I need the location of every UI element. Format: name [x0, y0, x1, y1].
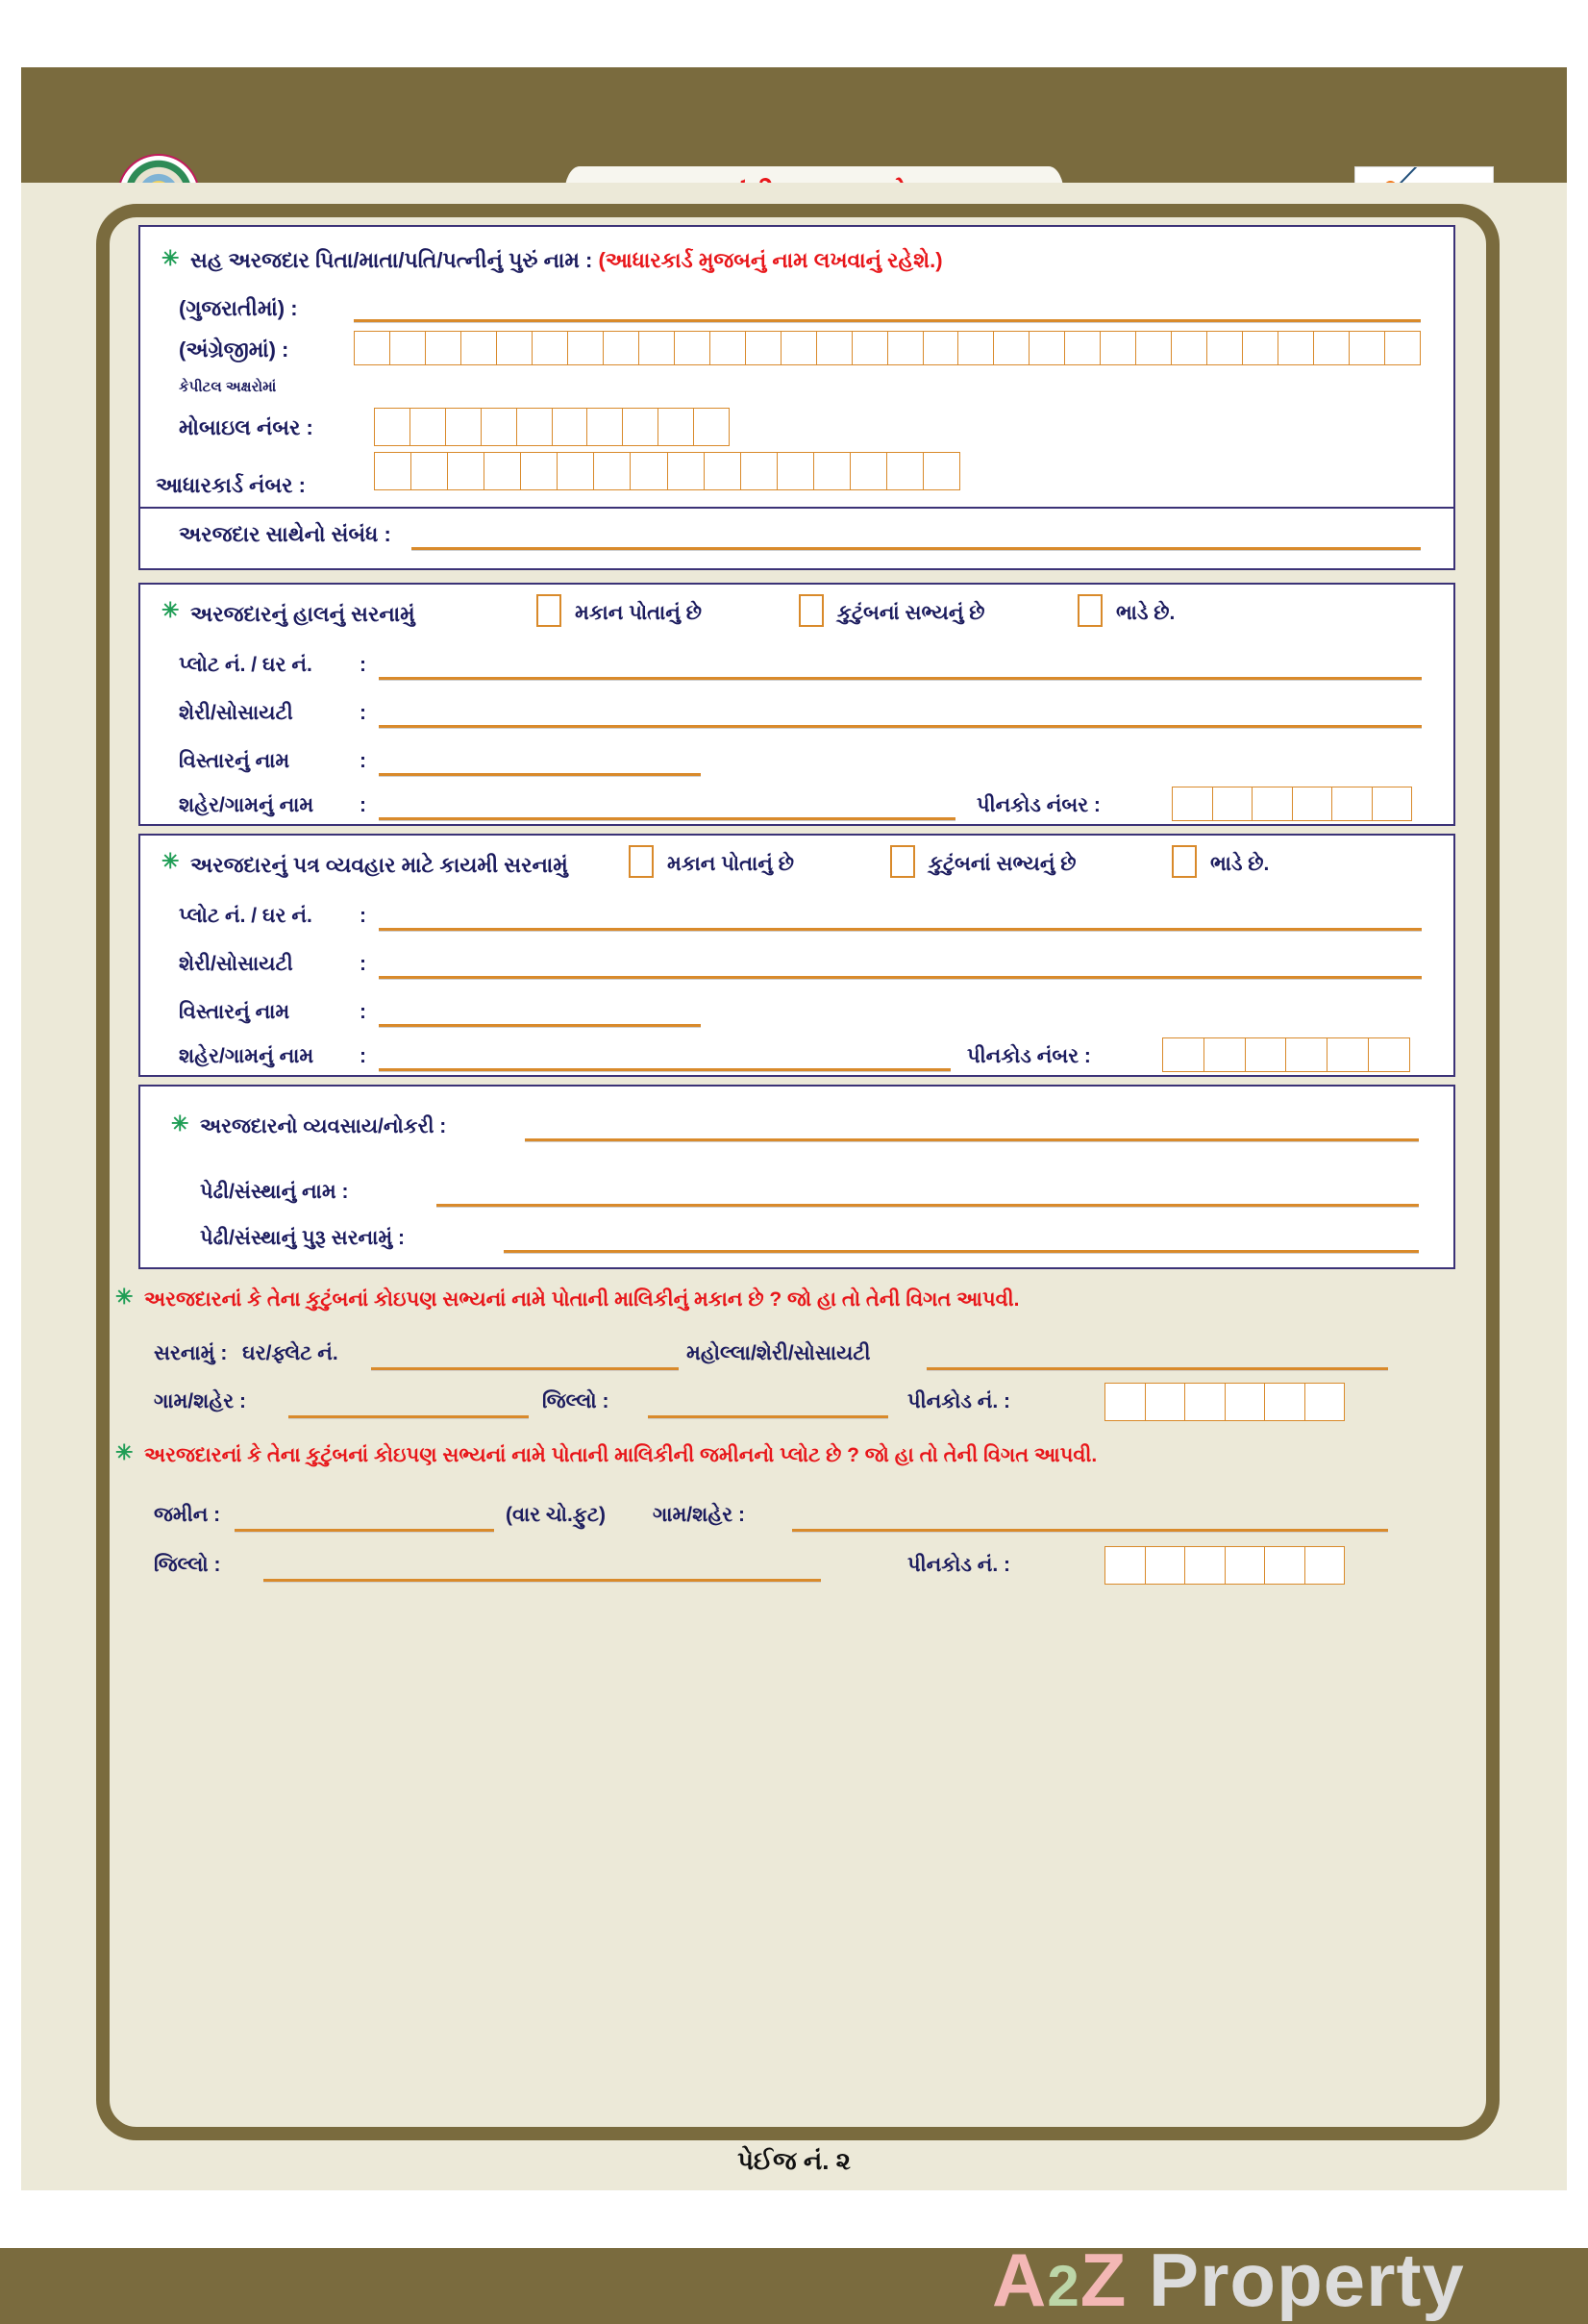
- section4-firm-name-label: પેઢી/સંસ્થાનું નામ :: [200, 1181, 349, 1203]
- watermark-brand-2: 2: [1047, 2254, 1080, 2318]
- section3-field-city-input[interactable]: [379, 1068, 951, 1072]
- section-permanent-address: [138, 834, 1455, 1077]
- input-cell[interactable]: [1163, 1038, 1204, 1071]
- section3-field-plot-input[interactable]: [379, 928, 1422, 932]
- section3-colon-4: :: [360, 1045, 366, 1067]
- input-cell[interactable]: [482, 409, 517, 445]
- section5-house-flat-label: ઘર/ફ્લેટ નં.: [242, 1342, 338, 1364]
- section6-land-label: જમીન :: [154, 1504, 221, 1526]
- input-cell[interactable]: [1204, 1038, 1246, 1071]
- section2-option-own-checkbox[interactable]: [536, 594, 561, 627]
- section2-field-city-label: શહેર/ગામનું નામ: [179, 794, 314, 816]
- input-cell[interactable]: [1265, 1384, 1305, 1420]
- input-cell[interactable]: [668, 453, 705, 489]
- input-cell[interactable]: [448, 453, 484, 489]
- section2-field-street-input[interactable]: [379, 725, 1422, 729]
- section5-village-input[interactable]: [288, 1415, 529, 1419]
- input-cell[interactable]: [1327, 1038, 1369, 1071]
- section3-field-area-input[interactable]: [379, 1024, 701, 1028]
- input-cell[interactable]: [710, 332, 746, 364]
- section2-pincode-cells[interactable]: [1172, 787, 1412, 821]
- section4-firm-address-label: પેઢી/સંસ્થાનું પુરૂ સરનામું :: [200, 1227, 405, 1249]
- section2-colon-3: :: [360, 750, 366, 772]
- section2-option-rented-checkbox[interactable]: [1078, 594, 1103, 627]
- input-cell[interactable]: [887, 453, 924, 489]
- section2-option-own-label: મકાન પોતાનું છે: [575, 602, 702, 624]
- input-cell[interactable]: [631, 453, 667, 489]
- section3-field-street-label: શેરી/સોસાયટી: [179, 953, 293, 975]
- section1-english-label: (અંગ્રેજીમાં) :: [179, 337, 289, 362]
- input-cell[interactable]: [853, 332, 888, 364]
- section5-district-label: જિલ્લો :: [542, 1390, 609, 1412]
- input-cell[interactable]: [1246, 1038, 1287, 1071]
- input-cell[interactable]: [497, 332, 533, 364]
- input-cell[interactable]: [446, 409, 482, 445]
- section1-aadhaar-label: આધારકાર્ડ નંબર :: [156, 473, 306, 497]
- input-cell[interactable]: [568, 332, 604, 364]
- input-cell[interactable]: [1350, 332, 1385, 364]
- input-cell[interactable]: [1185, 1547, 1226, 1584]
- section4-firm-address-input[interactable]: [504, 1250, 1419, 1254]
- watermark-brand-z: Z: [1079, 2237, 1128, 2322]
- page-margin-top: [0, 0, 1588, 67]
- section5-star-icon: ✳: [115, 1285, 134, 1309]
- input-cell[interactable]: [741, 453, 778, 489]
- section3-option-family-label: કુટુંબનાં સભ્યનું છે: [929, 853, 1077, 875]
- input-cell[interactable]: [746, 332, 782, 364]
- input-cell[interactable]: [1369, 1038, 1409, 1071]
- input-cell[interactable]: [782, 332, 817, 364]
- section3-option-rented-checkbox[interactable]: [1172, 845, 1197, 878]
- input-cell[interactable]: [1286, 1038, 1327, 1071]
- input-cell[interactable]: [587, 409, 623, 445]
- section6-unit-label: (વાર ચો.ફુટ): [506, 1504, 607, 1526]
- input-cell[interactable]: [411, 453, 448, 489]
- input-cell[interactable]: [410, 409, 446, 445]
- section1-heading-text: સહ અરજદાર પિતા/માતા/પતિ/પત્નીનું પુરું નામ :: [190, 248, 599, 272]
- section1-relation-label: અરજદાર સાથેનો સંબંધ :: [179, 522, 391, 546]
- section-own-house: [110, 1283, 1486, 1437]
- section4-star-icon: ✳: [171, 1112, 189, 1136]
- watermark-brand-a: A: [992, 2237, 1048, 2322]
- section3-colon-1: :: [360, 905, 366, 927]
- input-cell[interactable]: [1293, 787, 1333, 820]
- input-cell[interactable]: [1305, 1384, 1345, 1420]
- watermark-brand: [992, 2237, 1465, 2324]
- section1-gujarati-input[interactable]: [354, 319, 1421, 323]
- section6-district-label: જિલ્લો :: [154, 1554, 221, 1576]
- section4-occupation-input[interactable]: [525, 1138, 1419, 1142]
- header-band: [21, 67, 1567, 183]
- input-cell[interactable]: [1226, 1547, 1266, 1584]
- section5-pincode-cells[interactable]: [1104, 1383, 1345, 1421]
- input-cell[interactable]: [1332, 787, 1373, 820]
- section2-field-plot-label: પ્લોટ નં. / ઘર નં.: [179, 654, 312, 676]
- document-canvas: [21, 183, 1567, 2322]
- input-cell[interactable]: [604, 332, 639, 364]
- section6-star-icon: ✳: [115, 1440, 134, 1464]
- section2-colon-1: :: [360, 654, 366, 676]
- section1-heading: [190, 248, 943, 273]
- input-cell[interactable]: [1172, 332, 1207, 364]
- input-cell[interactable]: [639, 332, 675, 364]
- section5-mohalla-input[interactable]: [927, 1367, 1388, 1371]
- section-own-land: [110, 1438, 1486, 1612]
- input-cell[interactable]: [675, 332, 710, 364]
- input-cell[interactable]: [1305, 1547, 1345, 1584]
- input-cell[interactable]: [1136, 332, 1172, 364]
- input-cell[interactable]: [1105, 1384, 1146, 1420]
- section3-option-family-checkbox[interactable]: [890, 845, 915, 878]
- page-number-footer: પેઈજ નં. ૨: [737, 2146, 851, 2175]
- section6-question: અરજદારનાં કે તેના કુટુંબનાં કોઇપણ સભ્યનાં નામે પોતાની માલિકીની જમીનનો પ્લોટ છે ? જો હા તો તેની વિગત આપવી.: [144, 1444, 1098, 1466]
- input-cell[interactable]: [814, 453, 851, 489]
- section3-field-plot-label: પ્લોટ નં. / ઘર નં.: [179, 905, 312, 927]
- section-occupation: [138, 1085, 1455, 1269]
- section3-field-area-label: વિસ્તારનું નામ: [179, 1001, 290, 1023]
- section6-pincode-cells[interactable]: [1104, 1546, 1345, 1585]
- input-cell[interactable]: [924, 453, 959, 489]
- page-margin-left: [0, 0, 21, 2248]
- input-cell[interactable]: [484, 453, 521, 489]
- section2-field-plot-input[interactable]: [379, 677, 1422, 681]
- input-cell[interactable]: [1101, 332, 1136, 364]
- input-cell[interactable]: [958, 332, 994, 364]
- section6-village-input[interactable]: [792, 1529, 1388, 1533]
- input-cell[interactable]: [594, 453, 631, 489]
- input-cell[interactable]: [1226, 1384, 1266, 1420]
- input-cell[interactable]: [426, 332, 461, 364]
- section-co-applicant-name: [138, 225, 1455, 509]
- input-cell[interactable]: [1385, 332, 1420, 364]
- section2-option-family-checkbox[interactable]: [799, 594, 824, 627]
- section1-mobile-cells[interactable]: [374, 408, 730, 446]
- section6-land-input[interactable]: [235, 1529, 494, 1533]
- section2-option-family-label: કુટુંબનાં સભ્યનું છે: [837, 602, 985, 624]
- page-margin-right: [1567, 0, 1588, 2248]
- section3-field-city-label: શહેર/ગામનું નામ: [179, 1045, 314, 1067]
- input-cell[interactable]: [817, 332, 853, 364]
- input-cell[interactable]: [1207, 332, 1243, 364]
- section2-colon-2: :: [360, 702, 366, 724]
- section-current-address: [138, 583, 1455, 826]
- input-cell[interactable]: [355, 332, 390, 364]
- section3-colon-2: :: [360, 953, 366, 975]
- section1-capital-note: કેપીટલ અક્ષરોમાં: [179, 379, 277, 395]
- section3-field-street-input[interactable]: [379, 976, 1422, 980]
- input-cell[interactable]: [658, 409, 694, 445]
- section1-aadhaar-cells[interactable]: [374, 452, 960, 490]
- section5-house-flat-input[interactable]: [371, 1367, 679, 1371]
- section6-district-input[interactable]: [263, 1579, 821, 1583]
- input-cell[interactable]: [851, 453, 887, 489]
- section4-firm-name-input[interactable]: [436, 1204, 1419, 1208]
- section4-occupation-label: અરજદારનો વ્યવસાય/નોકરી :: [200, 1115, 447, 1137]
- input-cell[interactable]: [1065, 332, 1101, 364]
- section1-star-icon: ✳: [161, 246, 180, 270]
- input-cell[interactable]: [375, 409, 410, 445]
- input-cell[interactable]: [1278, 332, 1314, 364]
- section6-village-label: ગામ/શહેર :: [653, 1504, 745, 1526]
- section2-field-area-label: વિસ્તારનું નામ: [179, 750, 290, 772]
- page-margin-bottom: [0, 2190, 1588, 2248]
- section1-relation-input[interactable]: [411, 547, 1421, 551]
- input-cell[interactable]: [1030, 332, 1065, 364]
- section3-option-rented-label: ભાડે છે.: [1210, 853, 1270, 875]
- input-cell[interactable]: [553, 409, 588, 445]
- section3-pincode-cells[interactable]: [1162, 1037, 1410, 1072]
- section2-star-icon: ✳: [161, 598, 180, 622]
- section1-gujarati-label: (ગુજરાતીમાં) :: [179, 296, 298, 320]
- section1-mobile-label: મોબાઇલ નંબર :: [179, 415, 313, 439]
- section3-pincode-label: પીનકોડ નંબર :: [967, 1045, 1091, 1067]
- input-cell[interactable]: [1146, 1384, 1186, 1420]
- section5-district-input[interactable]: [648, 1415, 888, 1419]
- input-cell[interactable]: [558, 453, 594, 489]
- section5-mohalla-label: મહોલ્લા/શેરી/સોસાયટી: [686, 1342, 871, 1364]
- input-cell[interactable]: [533, 332, 568, 364]
- section3-star-icon: ✳: [161, 849, 180, 873]
- input-cell[interactable]: [994, 332, 1030, 364]
- input-cell[interactable]: [1314, 332, 1350, 364]
- input-cell[interactable]: [1213, 787, 1253, 820]
- input-cell[interactable]: [623, 409, 658, 445]
- section-relation: [138, 509, 1455, 570]
- section2-field-street-label: શેરી/સોસાયટી: [179, 702, 293, 724]
- input-cell[interactable]: [517, 409, 553, 445]
- section1-english-name-cells[interactable]: [354, 331, 1421, 365]
- section6-pincode-label: પીનકોડ નં. :: [907, 1554, 1011, 1576]
- section2-field-area-input[interactable]: [379, 773, 701, 777]
- section3-option-own-checkbox[interactable]: [629, 845, 654, 878]
- input-cell[interactable]: [705, 453, 741, 489]
- input-cell[interactable]: [1253, 787, 1293, 820]
- input-cell[interactable]: [390, 332, 426, 364]
- input-cell[interactable]: [1146, 1547, 1186, 1584]
- input-cell[interactable]: [888, 332, 924, 364]
- watermark-brand-rest: Property: [1127, 2237, 1465, 2322]
- section3-option-own-label: મકાન પોતાનું છે: [667, 853, 794, 875]
- section5-question: અરજદારનાં કે તેના કુટુંબનાં કોઇપણ સભ્યનાં નામે પોતાની માલિકીનું મકાન છે ? જો હા તો તેની વિગત આપવી.: [144, 1288, 1020, 1311]
- form-frame: [96, 204, 1500, 2140]
- section5-address-label: સરનામું :: [154, 1342, 228, 1364]
- section2-heading: અરજદારનું હાલનું સરનામું: [190, 602, 415, 626]
- section2-field-city-input[interactable]: [379, 817, 955, 821]
- input-cell[interactable]: [1243, 332, 1278, 364]
- input-cell[interactable]: [694, 409, 729, 445]
- input-cell[interactable]: [461, 332, 497, 364]
- section3-heading: અરજદારનું પત્ર વ્યવહાર માટે કાયમી સરનામું: [190, 853, 568, 877]
- input-cell[interactable]: [1105, 1547, 1146, 1584]
- section2-pincode-label: પીનકોડ નંબર :: [977, 794, 1101, 816]
- input-cell[interactable]: [1185, 1384, 1226, 1420]
- section3-colon-3: :: [360, 1001, 366, 1023]
- input-cell[interactable]: [778, 453, 814, 489]
- input-cell[interactable]: [1373, 787, 1412, 820]
- input-cell[interactable]: [521, 453, 558, 489]
- section5-village-label: ગામ/શહેર :: [154, 1390, 246, 1412]
- input-cell[interactable]: [1265, 1547, 1305, 1584]
- input-cell[interactable]: [1173, 787, 1213, 820]
- section5-pincode-label: પીનકોડ નં. :: [907, 1390, 1011, 1412]
- section2-colon-4: :: [360, 794, 366, 816]
- input-cell[interactable]: [924, 332, 959, 364]
- section1-heading-note: (આધારકાર્ડ મુજબનું નામ લખવાનું રહેશે.): [598, 248, 943, 272]
- section2-option-rented-label: ભાડે છે.: [1116, 602, 1176, 624]
- input-cell[interactable]: [375, 453, 411, 489]
